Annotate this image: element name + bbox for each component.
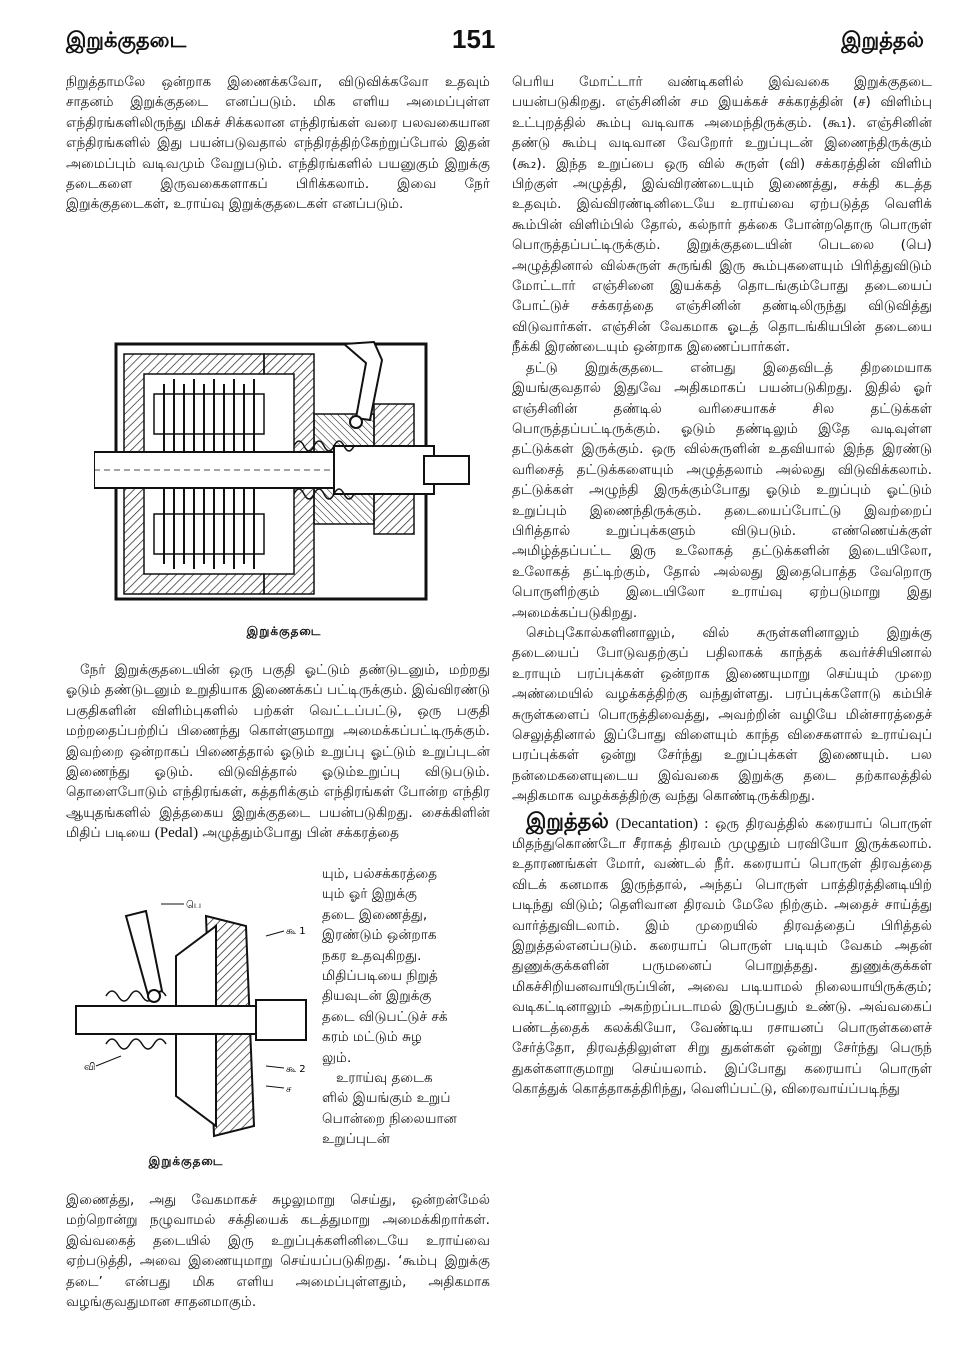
- paragraph2-cont: அழுத்தும்போது பின் சக்கரத்தை: [202, 825, 400, 842]
- beside-figure-line: மிதிப்படியை நிறுத்: [322, 968, 438, 985]
- figure-disc-clutch: [94, 334, 474, 614]
- bottom-paragraph: இணைத்து, அது வேகமாகச் சுழலுமாறு செய்து, ஒன்றன்மேல் மற்றொன்று நழுவாமல் சக்தியைக் கடத்துமாறு அமைக்கிறார்கள். இவ்வகைத் தடையில் இரு உறுப்புக்களினிடையே உராய்வை ஏற்படுத்தி, அவை இணையுமாறு செய்யப்படுகிறது. ‘கூம்பு இறுக்கு தடை’ என்பது மிக எளிய அமைப்புள்ளதும், அதிகமாக வழங்குவதுமான சாதனமாகும்.: [66, 1192, 490, 1311]
- beside-figure-line: கரம் மட்டும் சுழ: [322, 1029, 422, 1046]
- pedal-term: (Pedal): [154, 825, 199, 842]
- beside-figure-line: உறுப்புடன்: [322, 1131, 390, 1148]
- right-paragraph3: செம்புகோல்களினாலும், வில் சுருள்களினாலும் இறுக்கு தடையைப் போடுவதற்குப் பதிலாகக் காந்தக் கவர்ச்சியினால் உராயும் பரப்புக்கள் ஒன்றாக இணையுமாறு செய்யும் முறை அண்மையில் வழக்கத்திற்கு வந்துள்ளது. பரப்புக்களோடு கம்பிச் சுருள்களைப் பொருத்திவைத்து, அவற்றின் வழியே மின்சாரத்தைச் செலுத்தினால் இப்போது விளையும் காந்த விசைகளால் உராய்வுப் பரப்புக்கள் ஒன்று சேர்ந்து உறுப்புக்கள் இணையும். பல நன்மைகளையுடைய இவ்வகை இறுக்கு தடை தற்காலத்தில் அதிகமாக வழக்கத்திற்கு வந்து கொண்டிருக்கிறது.: [512, 624, 932, 805]
- page-number: 151: [452, 24, 496, 54]
- right-paragraph2: தட்டு இறுக்குதடை என்பது இதைவிடத் திறமையாக இயங்குவதால் இதுவே அதிகமாகப் பயன்படுகிறது. இதில் ஓர் எஞ்சினின் தண்டில் வரிசையாகச் சில தட்டுக்கள் பொருத்தப்பட்டிருக்கும். ஓடும் தண்டிலும் இதே வடிவுள்ள தட்டுக்கள் இருக்கும். ஒரு வில்சுருளின் உதவியால் இந்த இரண்டு வரிசைத் தட்டுக்களையும் அழுத்தலாம் அல்லது விடுவிக்கலாம். தட்டுக்கள் அழுந்தி இருக்கும்போது ஓடும் உறுப்பும் ஓட்டும் உறுப்பும் இணைந்திருக்கும். தடையைப்போட்டு இவற்றைப் பிரித்தால் உறுப்புக்களும் விடுபடும். எண்ணெய்க்குள் அமிழ்த்தப்பட்ட இரு உலோகத் தட்டுக்களின் இடையிலோ, உலோகத் தட்டிற்கும், தோல் அல்லது இதைபொத்த வேறொரு பொருளிற்கும் இடையிலோ உராய்வு ஏற்படுமாறு இது அமைக்கப்படுகிறது.: [512, 359, 932, 621]
- left-column-bottom: [66, 1190, 490, 1312]
- right-column: [512, 72, 932, 1099]
- entry-headword: இறுத்தல்: [526, 808, 609, 833]
- beside-figure-line: நகர உதவுகிறது.: [322, 947, 422, 964]
- beside-figure-line: யும் ஓர் இறுக்கு: [322, 886, 418, 903]
- beside-figure-line: தியவுடன் இறுக்கு: [322, 988, 432, 1005]
- left-column-body: [66, 660, 490, 844]
- label-pe: பெ: [186, 900, 202, 911]
- paragraph2-text: நேர் இறுக்குதடையின் ஒரு பகுதி ஓட்டும் தண்டுடனும், மற்றது ஓடும் தண்டுடனும் உறுதியாக இணைக்கப் பட்டிருக்கும். இவ்விரண்டு பகுதிகளின் விளிம்புகளில் பற்கள் வெட்டப்பட்டு, ஒரு பகுதி மற்றதைப்பற்றிப் பிணைந்து கொள்ளுமாறு அமைக்கப்பட்டிருக்கும். இவற்றை ஒன்றாகப் பிணைத்தால் ஓடும் உறுப்பு ஓட்டும் உறுப்புடன் இணைந்து ஓடும். விடுவித்தால் ஓடும்உறுப்பு விடுபடும். தொளைபோடும் எந்திரங்கள், கத்தரிக்கும் எந்திரங்கள் போன்ற எந்திர ஆயுதங்களில் இத்தகைய இறுக்குதடை பயன்படுகிறது. சைக்கிளின் மிதிப் படியை: [66, 662, 490, 842]
- label-se: ச: [286, 1084, 292, 1095]
- running-head-left: இறுக்குதடை: [66, 28, 187, 52]
- beside-figure-line: யும், பல்சக்கரத்தை: [322, 866, 438, 882]
- beside-figure-line: உராய்வு தடைக: [336, 1070, 433, 1087]
- entry-latin-term: (Decantation) :: [615, 815, 709, 832]
- page-header: [0, 0, 966, 64]
- left-column-intro: [66, 72, 490, 215]
- beside-figure-line: லும்.: [322, 1049, 352, 1066]
- label-k1: கூ 1: [286, 926, 306, 937]
- running-head-right: இறுத்தல்: [841, 28, 924, 52]
- figure1-caption: இறுக்குதடை: [246, 624, 322, 638]
- entry-decantation: [512, 808, 933, 1100]
- figure2-caption: இறுக்குதடை: [148, 1154, 224, 1168]
- right-paragraph1: பெரிய மோட்டார் வண்டிகளில் இவ்வகை இறுக்குதடை பயன்படுகிறது. எஞ்சினின் சம இயக்கச் சக்கரத்தின் (ச) விளிம்பு உட்புறத்தில் கூம்பு வடிவாக அமைந்திருக்கும். (கூ₁). எஞ்சினின் தண்டு கூம்பு வடிவான வேறோர் உறுப்புடன் இணைந்திருக்கும் (கூ₂). இந்த உறுப்பை ஒரு வில் சுருள் (வி) சக்கரத்தின் விளிம் பிற்குள் அழுத்தி, இவ்விரண்டையும் இணைத்து, சக்தி கடத்த உதவும். இவ்விரண்டினிடையே உராய்வை ஏற்படுத்த வெளிக் கூம்பின் விளிம்பில் தோல், கல்நார் தக்கை போன்றதொரு பொருள் பொருத்தப்பட்டிருக்கும். இறுக்குதடையின் பெடலை (பெ) அழுத்தினால் வில்சுருள் சுருங்கி இரு கூம்புகளையும் பிரித்துவிடும் மோட்டார் எஞ்சினை இயக்கத் தொடங்கும்போது தடையைப் போட்டுச் சக்கரத்தை எஞ்சினின் தண்டிலிருந்து விடுவித்து விடுவார்கள். எஞ்சின் வேகமாக ஓடத் தொடங்கியபின் தடையை நீக்கி இரண்டையும் ஒன்றாக இணைப்பார்கள்.: [512, 74, 932, 356]
- label-k2: கூ 2: [286, 1064, 306, 1075]
- figure-cone-clutch: [66, 896, 316, 1141]
- cone-clutch-drawing: [66, 896, 316, 1141]
- label-vi: வி: [84, 1062, 96, 1073]
- beside-figure-line: பொன்றை நிலையான: [322, 1110, 457, 1127]
- entry-paragraph: ஒரு திரவத்தில் கரையாப் பொருள் மிதந்துகொண்டோ சீராகத் திரவம் முழுதும் பரவியோ இருக்கலாம். உதாரணங்கள் மோர், வண்டல் நீர். கரையாப் பொருள் திரவத்தை விடக் கனமாக இருந்தால், அந்தப் பொருள் பாத்திரத்தினடியிற் படிந்து விடும்; தெளிவான திரவம் மேலே நிற்கும். அதைச் சாய்த்து வார்த்துவிடலாம். இம் முறையில் திரவத்தைப் பிரித்தல் இறுத்தல்எனப்படும். கரையாப் பொருள் படியும் வேகம் அதன் துணுக்குக்களின் பருமனைப் பொறுத்தது. துணுக்குக்கள் மிகச்சிறியனவாயிருப்பின், அவை படியாமல் நிலையாயிருக்கும்; வடிகட்டினாலும் அகற்றப்படாமல் இருப்பதும் உண்டு. அவ்வகைப் பண்டத்தைக் கலக்கியோ, வேண்டிய ரசாயனப் பொருள்களைச் சேர்த்தோ, திரவத்திலுள்ள சிறு துகள்கள் ஒன்று சேர்ந்து பெருந் துகள்களாகுமாறு செய்யலாம். இப்போது கரையாப் பொருள் கொத்துக் கொத்தாகத்திரிந்து, வெளிப்பட்டு, விரைவாய்ப்படிந்து: [512, 815, 933, 1097]
- text-beside-figure: [322, 864, 490, 1150]
- paragraph-direct-clutch: [66, 660, 490, 844]
- disc-clutch-drawing: [94, 334, 474, 614]
- beside-figure-line: தடை இணைத்து,: [322, 906, 428, 923]
- beside-figure-line: இரண்டும் ஒன்றாக: [322, 927, 437, 944]
- beside-figure-line: ளில் இயங்கும் உறுப்: [322, 1090, 451, 1107]
- beside-figure-line: தடை விடுபட்டுச் சக்: [322, 1008, 448, 1025]
- intro-paragraph: நிறுத்தாமலே ஒன்றாக இணைக்கவோ, விடுவிக்கவோ உதவும் சாதனம் இறுக்குதடை எனப்படும். மிக எளிய அமைப்புள்ள எந்திரங்களிலிருந்து மிகச் சிக்கலான எந்திரங்கள் வரை பலவகையான எந்திரங்களில் இது பயன்படுவதால் எந்திரத்திற்கேற்றுப்போல் இதன் அமைப்பும் வடிவமும் வேறுபடும். எந்திரங்களில் பயனுகும் இறுக்கு தடைகளை இருவகைகளாகப் பிரிக்கலாம். இவை நேர் இறுக்குதடைகள், உராய்வு இறுக்குதடைகள் எனப்படும்.: [66, 74, 490, 213]
